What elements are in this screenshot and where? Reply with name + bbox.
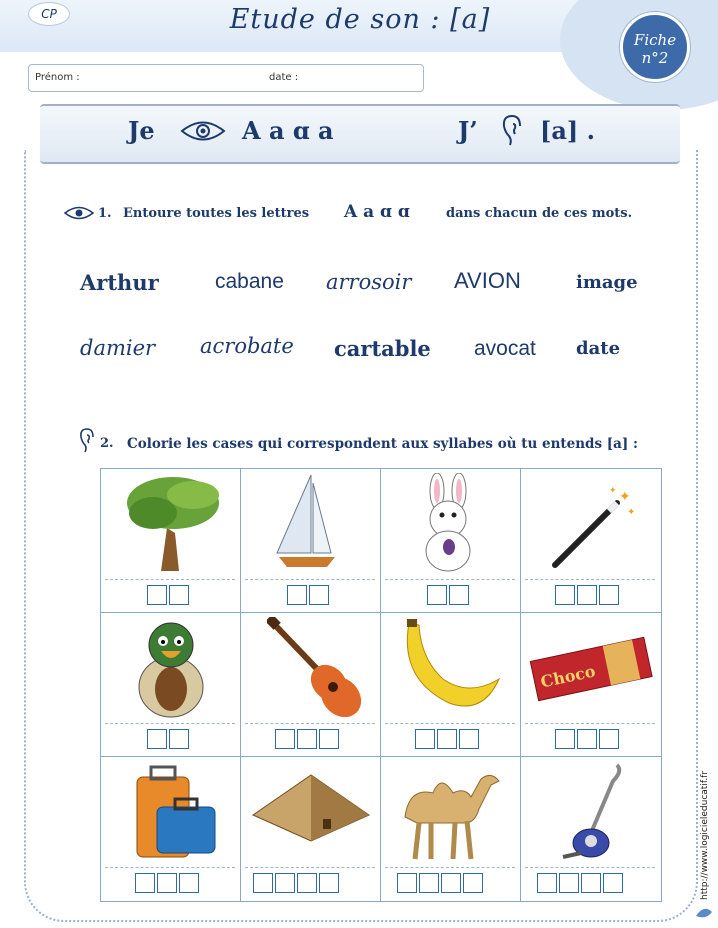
syllable-box[interactable]: [463, 873, 483, 893]
cell-chocolat: [521, 613, 661, 757]
syllable-box[interactable]: [319, 873, 339, 893]
vacuum-image: [557, 761, 631, 865]
cell-valises: [101, 757, 241, 901]
ear-icon: [500, 114, 526, 148]
word-item[interactable]: avocat: [474, 337, 536, 360]
banner-je: Je: [128, 116, 155, 145]
syllable-box[interactable]: [427, 585, 447, 605]
syllable-box[interactable]: [559, 873, 579, 893]
exercise2-instruction: Colorie les cases qui correspondent aux syllabes où tu entends [a] :: [127, 436, 638, 452]
magic-wand-image: [547, 483, 637, 573]
exercise1-instruction: Entoure toutes les lettres: [123, 206, 310, 221]
fiche-label: Fiche: [633, 31, 677, 49]
word-item[interactable]: Arthur: [80, 270, 159, 295]
cell-guitare: [241, 613, 381, 757]
exercise1-letters: A a ɑ ɑ: [344, 202, 410, 222]
syllable-box[interactable]: [437, 729, 457, 749]
banana-image: [399, 619, 505, 715]
syllable-boxes: [147, 729, 189, 749]
syllable-boxes: [537, 873, 623, 893]
logo-icon: [694, 904, 714, 922]
syllable-box[interactable]: [603, 873, 623, 893]
cell-bateau: [241, 469, 381, 613]
cell-canard: [101, 613, 241, 757]
syllable-boxes: [415, 729, 479, 749]
camel-image: [395, 763, 509, 863]
svg-text:✦: ✦: [619, 489, 631, 505]
date-label: date :: [269, 72, 299, 83]
exercise1-number: 1.: [98, 206, 112, 221]
syllable-box[interactable]: [577, 729, 597, 749]
cell-lapin: [381, 469, 521, 613]
guitar-image: [267, 617, 363, 717]
syllable-boxes: [427, 585, 469, 605]
syllable-box[interactable]: [147, 729, 167, 749]
word-item[interactable]: damier: [80, 336, 156, 360]
svg-text:✦: ✦: [609, 486, 617, 496]
tree-image: [123, 473, 223, 573]
word-item[interactable]: date: [576, 338, 621, 359]
syllable-box[interactable]: [419, 873, 439, 893]
pyramid-image: [249, 771, 373, 851]
sailboat-image: [273, 473, 343, 573]
word-item[interactable]: acrobate: [200, 334, 294, 358]
syllable-boxes: [287, 585, 329, 605]
syllable-box[interactable]: [297, 729, 317, 749]
syllable-box[interactable]: [179, 873, 199, 893]
syllable-box[interactable]: [555, 729, 575, 749]
syllable-box[interactable]: [599, 729, 619, 749]
word-item[interactable]: cabane: [215, 270, 284, 293]
duck-image: [133, 617, 209, 721]
cell-pyramide: [241, 757, 381, 901]
cell-chameau: [381, 757, 521, 901]
syllable-box[interactable]: [599, 585, 619, 605]
ear-icon: [78, 428, 96, 454]
syllable-boxes: [275, 729, 339, 749]
syllable-box[interactable]: [297, 873, 317, 893]
word-item[interactable]: AVION: [454, 268, 521, 293]
syllable-box[interactable]: [287, 585, 307, 605]
cell-baguette: [521, 469, 661, 613]
syllable-box[interactable]: [397, 873, 417, 893]
syllable-box[interactable]: [253, 873, 273, 893]
banner-j: J’: [458, 116, 478, 145]
syllable-boxes: [397, 873, 483, 893]
syllable-box[interactable]: [275, 729, 295, 749]
syllable-box[interactable]: [275, 873, 295, 893]
syllable-box[interactable]: [157, 873, 177, 893]
word-item[interactable]: arrosoir: [326, 270, 412, 294]
syllable-boxes: [253, 873, 339, 893]
word-item[interactable]: image: [576, 272, 638, 293]
cell-aspirateur: [521, 757, 661, 901]
name-date-box[interactable]: [28, 64, 424, 92]
syllable-box[interactable]: [449, 585, 469, 605]
suitcases-image: [131, 763, 221, 863]
fiche-badge: [620, 12, 690, 82]
syllable-box[interactable]: [555, 585, 575, 605]
syllable-boxes: [555, 729, 619, 749]
level-badge: CP: [28, 2, 70, 26]
syllable-box[interactable]: [581, 873, 601, 893]
syllable-box[interactable]: [459, 729, 479, 749]
cell-arbre: [101, 469, 241, 613]
cell-banane: [381, 613, 521, 757]
exercise2-number: 2.: [100, 436, 114, 451]
syllable-box[interactable]: [135, 873, 155, 893]
syllable-box[interactable]: [147, 585, 167, 605]
banner-letters: A a ɑ a: [242, 116, 334, 145]
exercise1-instruction-end: dans chacun de ces mots.: [446, 206, 633, 221]
prenom-label: Prénom :: [35, 72, 80, 83]
syllable-boxes: [555, 585, 619, 605]
word-item[interactable]: cartable: [334, 336, 431, 361]
page-title: Etude de son : [a]: [229, 4, 491, 35]
syllable-box[interactable]: [415, 729, 435, 749]
syllable-box[interactable]: [441, 873, 461, 893]
syllable-boxes: [135, 873, 199, 893]
syllable-box[interactable]: [309, 585, 329, 605]
eye-icon: [180, 118, 226, 144]
source-url[interactable]: http://www.logicieleducatif.fr: [700, 770, 710, 900]
syllable-box[interactable]: [169, 729, 189, 749]
syllable-boxes: [147, 585, 189, 605]
picture-grid: [100, 468, 662, 902]
svg-text:✦: ✦: [627, 507, 636, 518]
syllable-box[interactable]: [537, 873, 557, 893]
choco-label: Choco: [538, 661, 598, 692]
banner-sound: [a] .: [540, 116, 595, 145]
syllable-box[interactable]: [319, 729, 339, 749]
syllable-box[interactable]: [577, 585, 597, 605]
rabbit-image: [415, 473, 485, 575]
fiche-number: n°2: [641, 49, 669, 67]
chocolate-image: [529, 633, 653, 703]
syllable-box[interactable]: [169, 585, 189, 605]
eye-icon: [64, 205, 94, 221]
